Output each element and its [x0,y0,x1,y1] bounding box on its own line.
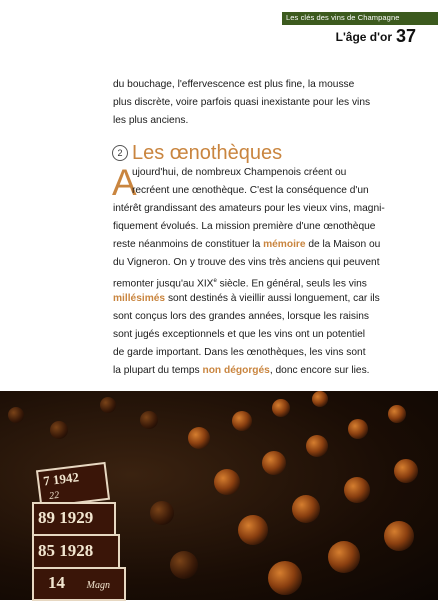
label-text: 7 1942 [42,469,80,489]
text-run: de la Maison ou [305,239,381,250]
superscript: e [213,278,217,284]
label-text: 85 1928 [38,541,94,560]
text-line: intérêt grandissant des amateurs pour les vieux vins, magni- [113,203,385,214]
text-run: siècle. En général, seuls les vins [216,278,367,290]
highlight-term: millésimés [113,293,166,304]
text-line [113,362,391,380]
text-run: , donc encore sur lies. [269,365,370,376]
label-subtext: 22 [48,489,60,502]
vintage-label [32,567,126,601]
bottle-neck [100,397,116,413]
text-run: sont destinés à vieillir aussi longuement, car ils [165,293,380,304]
page-number: 37 [395,26,416,46]
text-line: du Vigneron. On y trouve des vins très anciens qui peuvent [113,257,380,268]
bottle-neck [8,407,24,423]
text-line: de garde important. Dans les œnothèques, les vins sont [113,347,366,358]
paragraph-oenotheques [113,164,391,380]
bottle-neck [394,459,418,483]
drop-cap: A [112,162,137,203]
text-line: sont jugés exceptionnels et que les vins ont un potentiel [113,329,366,340]
text-line: plus discrète, voire parfois quasi inexistante pour les vins [113,97,371,108]
text-run: remonter jusqu'au XIX [113,278,214,290]
section-title: Les œnothèques [132,141,283,164]
text-run: la plupart du temps [113,365,203,376]
bottle-neck [348,419,368,439]
bottle-neck [262,451,286,475]
highlight-term: non dégorgés [202,365,270,376]
bottle-neck [188,427,210,449]
bottle-neck [344,477,370,503]
bottle-neck [170,551,198,579]
label-subtext: Magn [86,580,110,591]
text-line [113,290,391,308]
text-run: reste néanmoins de constituer la [113,239,264,250]
bottle-neck [150,501,174,525]
bottle-neck [312,391,328,407]
label-text: 14 [48,573,65,592]
bottle-neck [50,421,68,439]
vintage-label [32,534,120,570]
text-line: recréent une œnothèque. C'est la conséquence d'un [132,185,369,196]
bottle-neck [272,399,290,417]
section-number-badge: 2 [112,145,128,161]
bottle-neck [388,405,406,423]
text-line: les plus anciens. [113,115,189,126]
bottle-neck [232,411,252,431]
text-line [113,236,391,254]
label-text: 89 1929 [38,508,94,527]
text-line: ujourd'hui, de nombreux Champenois créent ou [132,167,347,178]
vintage-label [32,502,116,536]
highlight-term: mémoire [263,239,306,250]
bottle-neck [140,411,158,429]
bottle-neck [292,495,320,523]
text-line: du bouchage, l'effervescence est plus fine, la mousse [113,79,355,90]
paragraph-continued [113,76,391,130]
text-line: fiquement évolués. La mission première d'une œnothèque [113,221,376,232]
text-line [113,272,391,290]
bottle-neck [306,435,328,457]
bottle-neck [238,515,268,545]
bottle-neck [268,561,302,595]
bottle-neck [384,521,414,551]
bottle-neck [328,541,360,573]
series-title: Les clés des vins de Champagne [286,13,400,22]
bottle-neck [214,469,240,495]
text-line: sont conçus lors des grandes années, lorsque les raisins [113,311,369,322]
chapter-title: L'âge d'or [335,30,392,44]
